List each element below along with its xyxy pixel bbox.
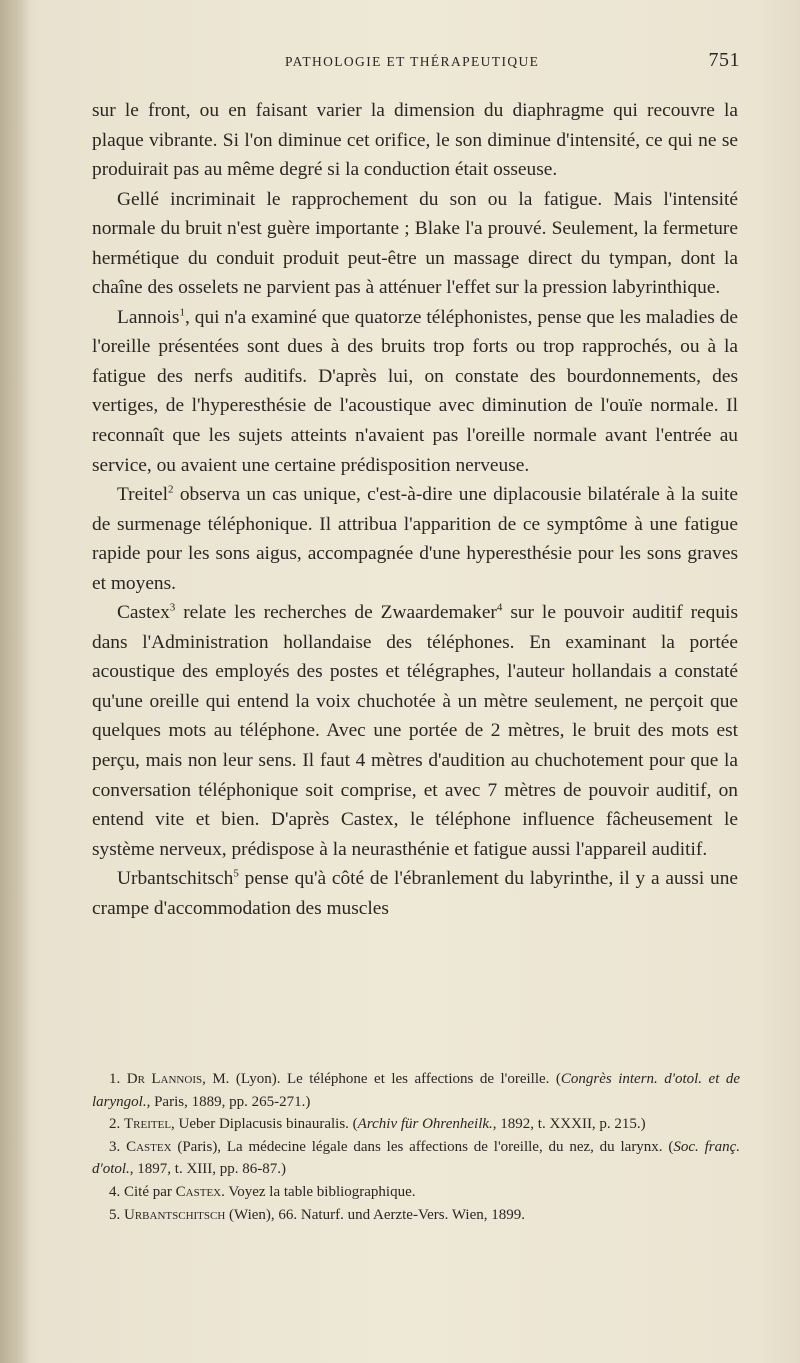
paragraph-1	[92, 96, 738, 185]
footnote-number: 2.	[109, 1116, 121, 1133]
footnote-number: 5.	[109, 1206, 121, 1223]
footnote-4	[92, 1181, 740, 1204]
paragraph-4	[92, 480, 738, 598]
paragraph-5-intro: relate les recherches de Zwaardemaker	[175, 602, 497, 624]
footnote-author: Urbantschitsch	[124, 1206, 226, 1223]
paragraph-5-text: sur le pouvoir auditif requis dans l'Administration hollandaise des téléphones. En examinant la portée acoustique des employés des postes et télégraphes, l'auteur hollandais a constaté qu'une oreille qui entend la voix chuchotée à un mètre seulement, ne perçoit que quelques mots au téléphone. Avec une portée de 2 mètres, le bruit des mots est perçu, mais non leur sens. Il faut 4 mètres d'audition au chuchotement pour que la conversation téléphonique soit comprise, et avec 7 mètres de pouvoir auditif, on entend vite et bien. D'après Castex, le téléphone influence fâcheusement le système nerveux, prédispose à la neurasthénie et fatigue aussi l'appareil auditif.	[92, 602, 738, 860]
footnote-number: 3.	[109, 1138, 121, 1155]
running-title: PATHOLOGIE ET THÉRAPEUTIQUE	[285, 54, 540, 69]
footnote-text-end: , 1897, t. XIII, pp. 86-87.)	[129, 1161, 287, 1178]
running-header	[90, 50, 740, 74]
author-name-lannois: Lannois	[117, 306, 180, 328]
footnote-3	[92, 1136, 740, 1181]
footnote-text: (Wien), 66. Naturf. und Aerzte-Vers. Wien, 1899.	[225, 1206, 525, 1223]
footnote-ref-1: 1	[179, 306, 185, 319]
page-number: 751	[708, 49, 740, 71]
paragraph-6	[92, 864, 738, 923]
footnote-ref-2: 2	[168, 483, 174, 496]
footnote-author: Castex	[175, 1183, 222, 1200]
paragraph-1-text: sur le front, ou en faisant varier la dimension du diaphragme qui recouvre la plaque vibrante. Si l'on diminue cet orifice, le son diminue d'intensité, ce qui ne se produirait pas au même degré si la conduction était osseuse.	[92, 100, 738, 181]
footnote-journal: Soc. franç. d'otol.	[92, 1138, 740, 1178]
footnote-text-end: . Voyez la table bibliographique.	[221, 1183, 416, 1200]
footnote-number: 4.	[109, 1183, 121, 1200]
footnotes	[92, 1068, 740, 1226]
paragraph-6-text: pense qu'à côté de l'ébranlement du labyrinthe, il y a aussi une crampe d'accommodation des muscles	[92, 868, 738, 919]
footnote-author: Treitel	[124, 1116, 172, 1133]
paragraph-5	[92, 598, 738, 864]
footnote-journal: Archiv für Ohrenheilk.	[357, 1116, 493, 1133]
footnote-text-end: , Paris, 1889, pp. 265-271.)	[146, 1093, 311, 1110]
author-name-treitel: Treitel	[117, 484, 168, 506]
footnote-text-end: , 1892, t. XXXII, p. 215.)	[492, 1116, 646, 1133]
paragraph-2-text: Gellé incriminait le rapprochement du son ou la fatigue. Mais l'intensité normale du bruit n'est guère importante ; Blake l'a prouvé. Seulement, la fermeture hermétique du conduit produit peut-être un massage direct du tympan, dont la chaîne des osselets ne parvient pas à atténuer l'effet sur la pression labyrinthique.	[92, 188, 738, 299]
footnote-journal: Congrès intern. d'otol. et de laryngol.	[92, 1071, 741, 1110]
footnote-author: Dr Lannois	[126, 1071, 203, 1087]
paragraph-3	[92, 303, 738, 480]
paragraph-3-text: , qui n'a examiné que quatorze téléphonistes, pense que les maladies de l'oreille présentées sont dues à des bruits trop forts ou trop rapprochés, ou à la fatigue des nerfs auditifs. D'après lui, on constate des bourdonnements, des vertiges, de l'hyperesthésie de l'acoustique avec diminution de l'ouïe normale. Il reconnaît que les sujets atteints n'avaient pas l'oreille normale avant l'entrée au service, ou avaient une certaine prédisposition nerveuse.	[92, 306, 738, 476]
author-name-urbantschitsch: Urbantschitsch	[117, 868, 234, 890]
footnote-ref-4: 4	[496, 601, 503, 614]
footnote-text: (Paris), La médecine légale dans les affections de l'oreille, du nez, du larynx. (	[171, 1138, 674, 1155]
footnote-number: 1.	[109, 1071, 121, 1087]
footnote-ref-5: 5	[233, 867, 239, 880]
paragraph-4-text: observa un cas unique, c'est-à-dire une diplacousie bilatérale à la suite de surmenage téléphonique. Il attribua l'apparition de ce symptôme à une fatigue rapide pour les sons aigus, accompagnée d'une hyperesthésie pour les sons graves et moyens.	[92, 484, 738, 594]
footnote-text: Cité par	[124, 1183, 176, 1200]
footnote-text: , Ueber Diplacusis binauralis. (	[171, 1116, 358, 1133]
body-text	[92, 96, 738, 923]
paragraph-2	[92, 185, 738, 303]
footnote-text: , M. (Lyon). Le téléphone et les affections de l'oreille. (	[202, 1071, 561, 1087]
footnote-1	[92, 1068, 740, 1113]
page-binding-shadow	[0, 0, 30, 1363]
footnote-5	[92, 1204, 740, 1227]
footnote-2	[92, 1113, 740, 1136]
footnote-author: Castex	[126, 1138, 172, 1155]
author-name-castex: Castex	[117, 602, 170, 624]
footnote-ref-3: 3	[169, 601, 176, 614]
